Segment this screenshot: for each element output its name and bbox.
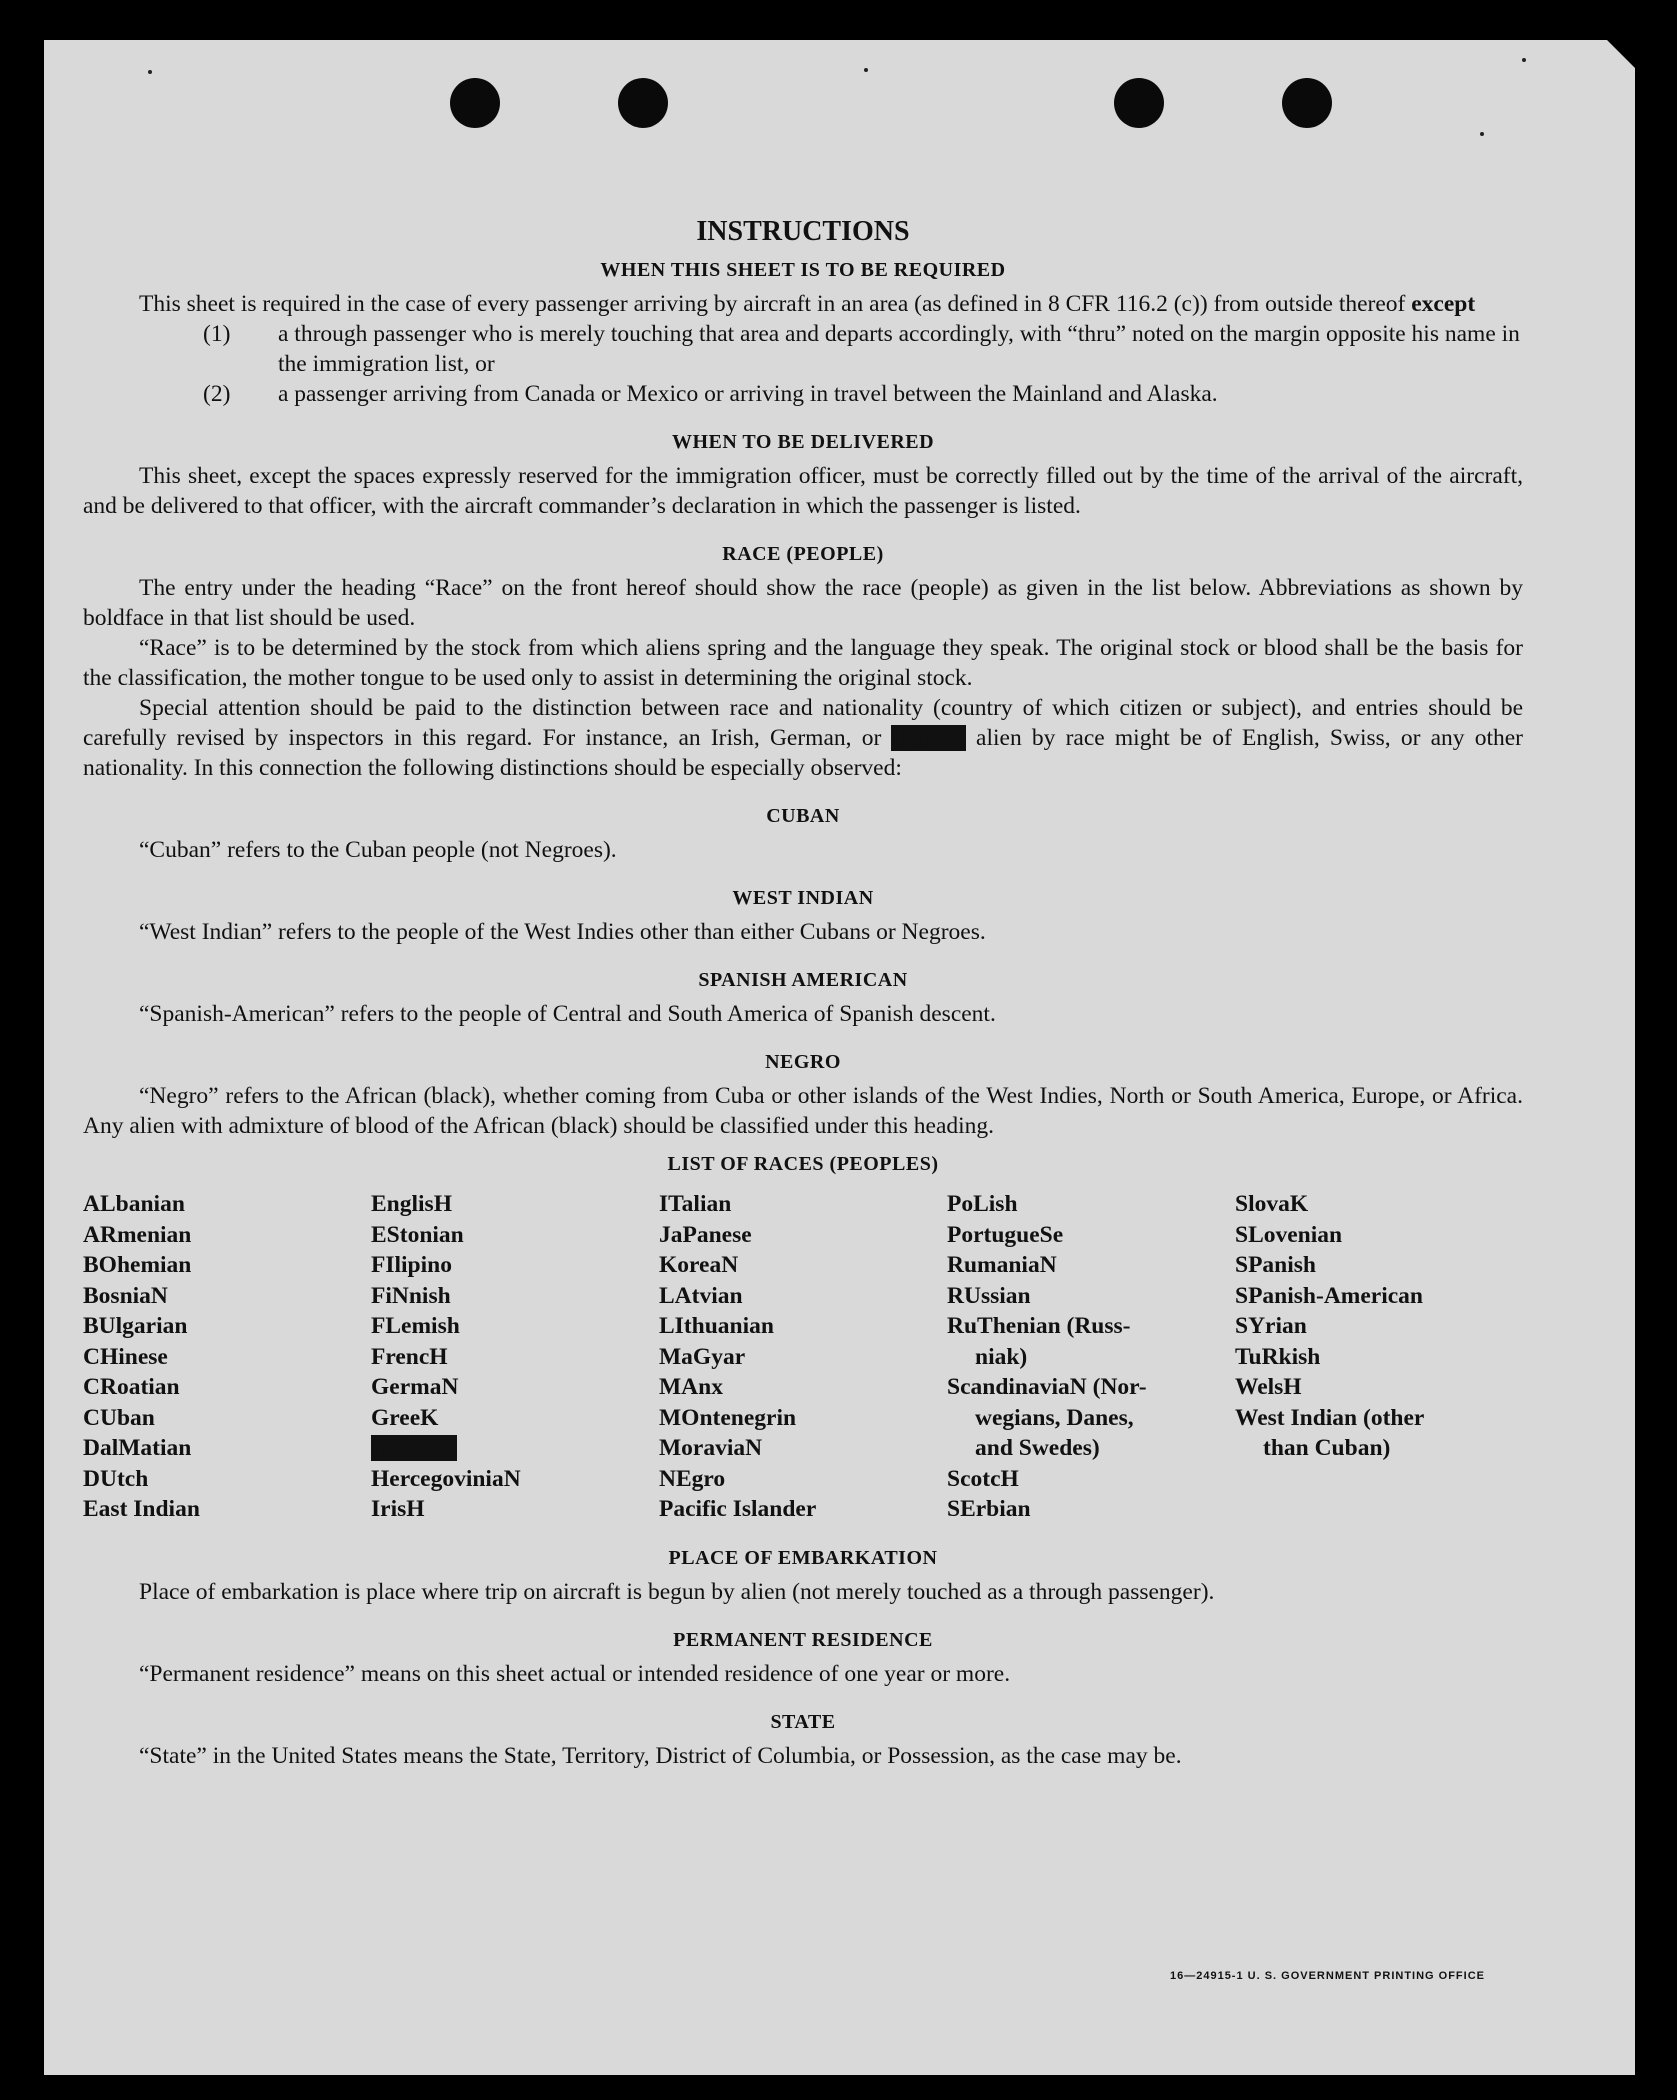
race-paragraph: Special attention should be paid to the distinction between race and nationality (country of which citizen or subject), and entries should be carefully revised by inspectors in this regard. For instance, an Irish, German, or Hebrew alien by race might be of English, Swiss, or any other nationality. In this connection the following distinctions should be especially observed: bbox=[83, 695, 1523, 781]
residence-text: “Permanent residence” means on this sheet actual or intended residence of one year or more. bbox=[139, 1660, 1011, 1687]
race-entry: ScandinaviaN (Nor- bbox=[947, 1374, 1147, 1400]
exception-item: (2) a passenger arriving from Canada or Mexico or arriving in travel between the Mainland and Alaska. bbox=[203, 381, 1218, 407]
race-entry: MoraviaN bbox=[659, 1435, 763, 1461]
heading-state: STATE bbox=[770, 1710, 836, 1733]
punch-hole bbox=[450, 78, 500, 128]
heading-race: RACE (PEOPLE) bbox=[722, 543, 884, 565]
race-entry: RuThenian (Russ- bbox=[947, 1313, 1131, 1339]
race-entry: LAtvian bbox=[659, 1282, 743, 1309]
speck bbox=[1522, 58, 1526, 62]
state-text: “State” in the United States means the State, Territory, District of Columbia, or Possession, as the case may be. bbox=[139, 1742, 1182, 1769]
race-entry: IrisH bbox=[371, 1496, 425, 1522]
race-entry: HercegoviniaN bbox=[371, 1465, 521, 1492]
race-entry: SLovenian bbox=[1235, 1221, 1343, 1248]
heading-negro: NEGRO bbox=[765, 1051, 841, 1073]
race-entry: SPanish-American bbox=[1235, 1282, 1423, 1309]
west-indian-text: “West Indian” refers to the people of the West Indies other than either Cubans or Negroes. bbox=[139, 919, 986, 945]
race-entry: EnglisH bbox=[371, 1191, 452, 1217]
race-entry: FiNnish bbox=[371, 1282, 451, 1309]
heading-residence: PERMANENT RESIDENCE bbox=[673, 1628, 933, 1651]
race-entry: NEgro bbox=[659, 1465, 726, 1492]
race-entry: BosniaN bbox=[83, 1282, 168, 1309]
heading-west-indian: WEST INDIAN bbox=[732, 887, 874, 909]
races-column bbox=[371, 1189, 659, 1525]
speck bbox=[148, 70, 152, 74]
race-entry: MAnx bbox=[659, 1374, 723, 1400]
heading-embarkation: PLACE OF EMBARKATION bbox=[668, 1546, 938, 1569]
spanish-american-text: “Spanish-American” refers to the people of Central and South America of Spanish descent. bbox=[139, 1001, 996, 1027]
printer-footer: 16—24915-1 U. S. GOVERNMENT PRINTING OFFICE bbox=[1169, 1970, 1485, 1982]
punch-hole bbox=[1282, 78, 1332, 128]
race-entry: FLemish bbox=[371, 1313, 460, 1339]
races-column bbox=[1235, 1189, 1523, 1525]
race-entry: SPanish bbox=[1235, 1252, 1316, 1278]
race-entry: DalMatian bbox=[83, 1435, 192, 1461]
races-column bbox=[83, 1189, 371, 1525]
heading-cuban: CUBAN bbox=[766, 805, 840, 827]
races-column bbox=[947, 1189, 1235, 1525]
redacted-word: Hebrew bbox=[891, 725, 966, 751]
race-entry: GermaN bbox=[371, 1374, 459, 1400]
races-column bbox=[659, 1189, 947, 1525]
speck bbox=[1480, 132, 1484, 136]
heading-spanish-american: SPANISH AMERICAN bbox=[698, 969, 908, 991]
race-entry: FrencH bbox=[371, 1343, 448, 1370]
race-entry: than Cuban) bbox=[1263, 1435, 1391, 1461]
document-page bbox=[44, 40, 1635, 2075]
race-entry: ITalian bbox=[659, 1191, 732, 1217]
race-entry: Pacific Islander bbox=[659, 1496, 817, 1522]
race-entry: BOhemian bbox=[83, 1252, 192, 1278]
race-entry: LIthuanian bbox=[659, 1313, 774, 1339]
race-entry: SErbian bbox=[947, 1496, 1031, 1522]
race-entry: PortugueSe bbox=[947, 1221, 1064, 1248]
exception-item: (1) a through passenger who is merely touching that area and departs accordingly, with “thru” noted on the margin opposite his name in the immigration list, or bbox=[203, 321, 1520, 377]
race-entry: SYrian bbox=[1235, 1313, 1307, 1339]
race-entry: niak) bbox=[975, 1343, 1028, 1370]
race-entry: KoreaN bbox=[659, 1252, 739, 1278]
race-entry: DUtch bbox=[83, 1465, 149, 1492]
race-entry: BUlgarian bbox=[83, 1313, 188, 1339]
race-entry: CHinese bbox=[83, 1343, 168, 1370]
race-entry: PoLish bbox=[947, 1191, 1018, 1217]
race-entry: MOntenegrin bbox=[659, 1404, 797, 1431]
required-intro: This sheet is required in the case of every passenger arriving by aircraft in an area (as defined in 8 CFR 116.2 (c)) from outside thereof except bbox=[139, 291, 1476, 317]
negro-text: “Negro” refers to the African (black), whether coming from Cuba or other islands of the West Indies, North or South America, Europe, or Africa. Any alien with admixture of blood of the African (black) should be classified under this heading. bbox=[83, 1083, 1523, 1139]
speck bbox=[864, 68, 868, 72]
race-entry: West Indian (other bbox=[1235, 1404, 1425, 1431]
race-entry: ARmenian bbox=[83, 1221, 192, 1248]
race-paragraph: The entry under the heading “Race” on the front hereof should show the race (people) as given in the list below. Abbreviations as shown by boldface in that list should be used. bbox=[83, 575, 1523, 631]
delivered-text: This sheet, except the spaces expressly reserved for the immigration officer, must be correctly filled out by the time of the arrival of the aircraft, and be delivered to that officer, with the aircraft commander’s declaration in which the passenger is listed. bbox=[83, 463, 1523, 519]
heading-delivered: WHEN TO BE DELIVERED bbox=[671, 431, 935, 453]
race-paragraph: “Race” is to be determined by the stock from which aliens spring and the language they speak. The original stock or blood shall be the basis for the classification, the mother tongue to be used only to assist in determining the original stock. bbox=[83, 635, 1523, 691]
race-entry: CRoatian bbox=[83, 1374, 180, 1400]
embarkation-text: Place of embarkation is place where trip on aircraft is begun by alien (not merely touched as a through passenger). bbox=[139, 1578, 1215, 1605]
instructions-body bbox=[83, 175, 1523, 1771]
heading-required: WHEN THIS SHEET IS TO BE REQUIRED bbox=[600, 259, 1006, 281]
race-entry: RUssian bbox=[947, 1282, 1031, 1309]
race-entry bbox=[371, 1433, 659, 1464]
page-corner bbox=[1607, 40, 1635, 68]
race-entry: JaPanese bbox=[659, 1221, 752, 1248]
race-entry: ScotcH bbox=[947, 1465, 1019, 1492]
race-entry: East Indian bbox=[83, 1496, 200, 1522]
punch-hole bbox=[618, 78, 668, 128]
cuban-text: “Cuban” refers to the Cuban people (not Negroes). bbox=[139, 837, 617, 863]
race-entry: MaGyar bbox=[659, 1343, 746, 1370]
race-entry: TuRkish bbox=[1235, 1343, 1321, 1370]
races-list bbox=[83, 1189, 1523, 1525]
punch-hole bbox=[1114, 78, 1164, 128]
race-entry: ALbanian bbox=[83, 1191, 185, 1217]
race-entry: and Swedes) bbox=[975, 1435, 1100, 1461]
heading-list-of-races: LIST OF RACES (PEOPLES) bbox=[667, 1153, 939, 1175]
race-entry: SlovaK bbox=[1235, 1191, 1309, 1217]
race-entry: WelsH bbox=[1235, 1374, 1302, 1400]
race-entry: GreeK bbox=[371, 1404, 439, 1431]
race-entry: CUban bbox=[83, 1404, 155, 1431]
race-entry: EStonian bbox=[371, 1221, 464, 1248]
page-title: INSTRUCTIONS bbox=[696, 216, 910, 247]
race-entry: wegians, Danes, bbox=[975, 1404, 1134, 1431]
race-entry: RumaniaN bbox=[947, 1252, 1057, 1278]
redacted-word: HebreW bbox=[371, 1435, 457, 1461]
race-entry: FIlipino bbox=[371, 1252, 452, 1278]
